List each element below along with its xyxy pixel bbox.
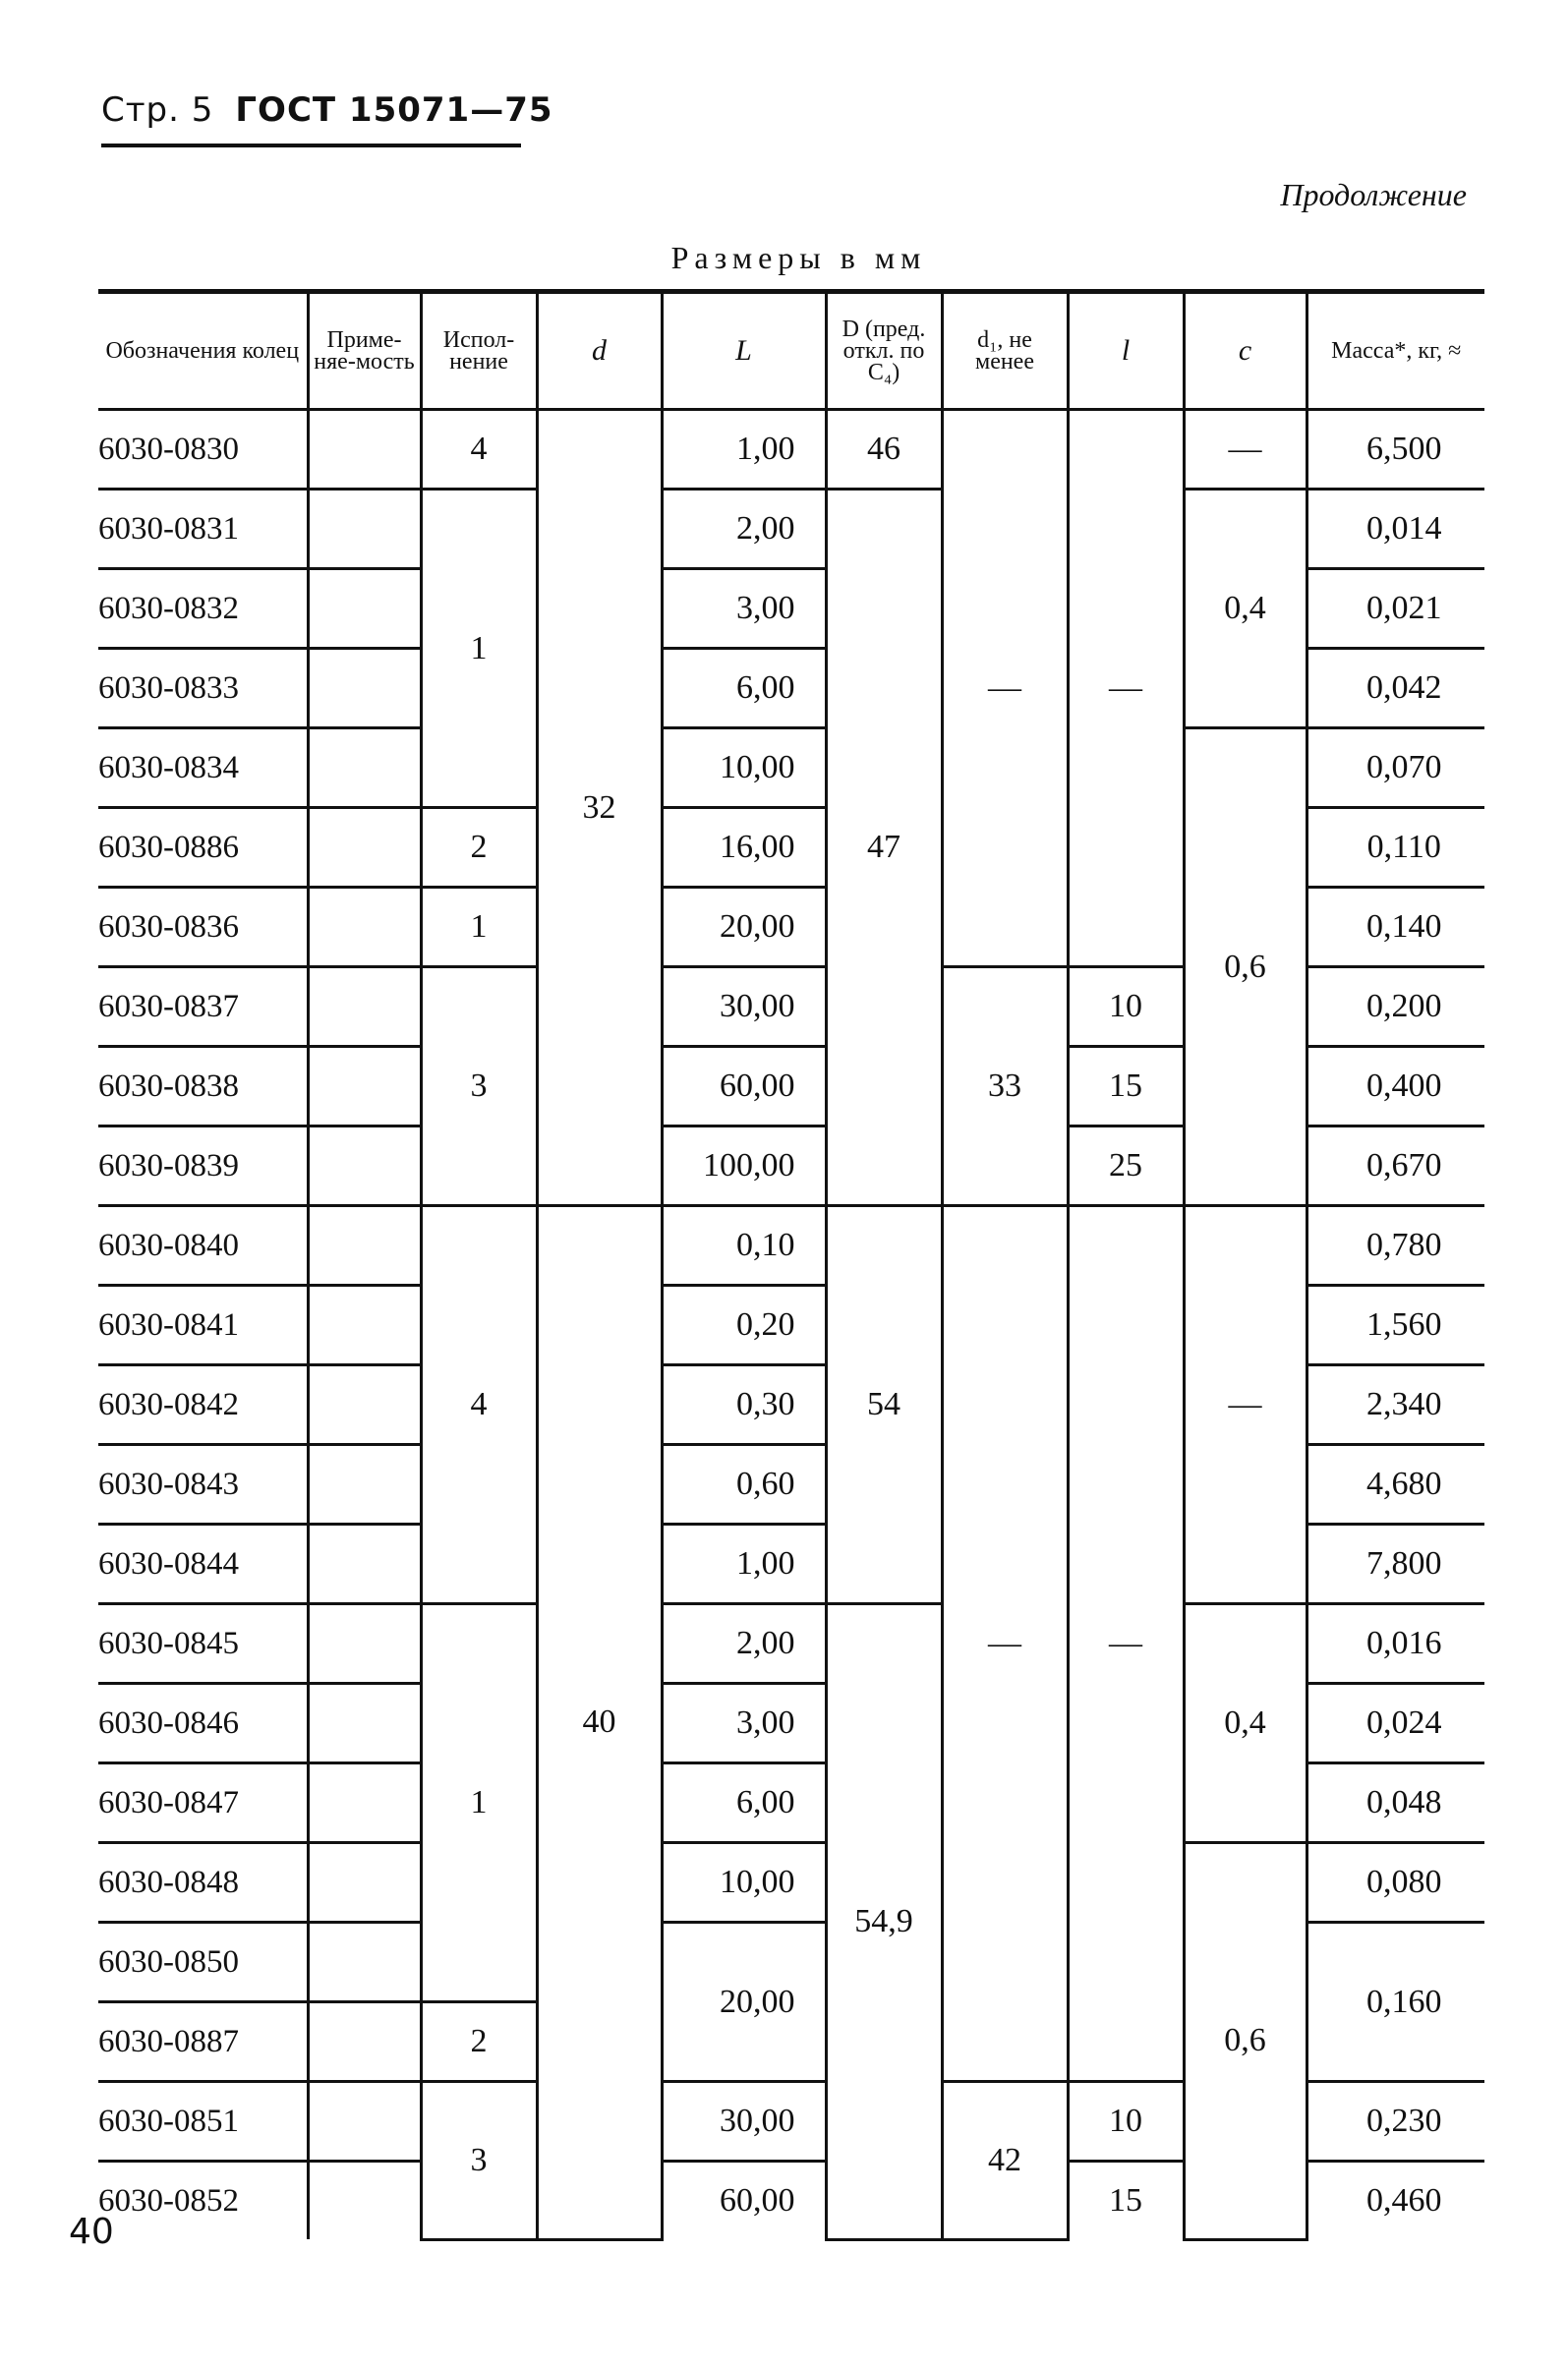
L-cell: 20,00 bbox=[662, 888, 826, 967]
table-row bbox=[98, 1206, 1484, 1286]
code-cell: 6030-0886 bbox=[98, 808, 308, 888]
version-cell: 4 bbox=[421, 410, 537, 490]
c-cell: — bbox=[1184, 410, 1307, 490]
code-cell: 6030-0846 bbox=[98, 1684, 308, 1763]
col-designation: Обозначения колец bbox=[98, 292, 308, 410]
applicability-cell bbox=[308, 967, 421, 1047]
L-cell: 10,00 bbox=[662, 728, 826, 808]
L-cell: 20,00 bbox=[662, 1923, 826, 2082]
version-cell: 4 bbox=[421, 1206, 537, 1604]
c-cell: 0,6 bbox=[1184, 1843, 1307, 2240]
applicability-cell bbox=[308, 1286, 421, 1365]
d-cell: 32 bbox=[537, 410, 662, 1206]
code-cell: 6030-0832 bbox=[98, 569, 308, 649]
code-cell: 6030-0838 bbox=[98, 1047, 308, 1126]
L-cell: 6,00 bbox=[662, 649, 826, 728]
c-cell: 0,6 bbox=[1184, 728, 1307, 1206]
applicability-cell bbox=[308, 1126, 421, 1206]
col-l: l bbox=[1068, 292, 1184, 410]
version-cell: 1 bbox=[421, 888, 537, 967]
table-row bbox=[98, 1604, 1484, 1684]
D-cell: 54 bbox=[826, 1206, 942, 1604]
L-cell: 0,60 bbox=[662, 1445, 826, 1525]
L-cell: 0,10 bbox=[662, 1206, 826, 1286]
code-cell: 6030-0848 bbox=[98, 1843, 308, 1923]
c-cell: 0,4 bbox=[1184, 1604, 1307, 1843]
d1-cell: — bbox=[942, 410, 1068, 967]
code-cell: 6030-0887 bbox=[98, 2002, 308, 2082]
mass-cell: 0,048 bbox=[1307, 1763, 1484, 1843]
l-cell: 15 bbox=[1068, 2162, 1184, 2240]
col-D: D (пред. откл. по C₄) bbox=[826, 292, 942, 410]
applicability-cell bbox=[308, 569, 421, 649]
mass-cell: 0,016 bbox=[1307, 1604, 1484, 1684]
version-cell: 3 bbox=[421, 2082, 537, 2240]
code-cell: 6030-0843 bbox=[98, 1445, 308, 1525]
col-mass: Масса*, кг, ≈ bbox=[1307, 292, 1484, 410]
col-c: c bbox=[1184, 292, 1307, 410]
L-cell: 0,20 bbox=[662, 1286, 826, 1365]
applicability-cell bbox=[308, 888, 421, 967]
applicability-cell bbox=[308, 490, 421, 569]
applicability-cell bbox=[308, 1604, 421, 1684]
rings-table bbox=[98, 289, 1484, 2241]
applicability-cell bbox=[308, 2162, 421, 2240]
mass-cell: 0,200 bbox=[1307, 967, 1484, 1047]
D-cell: 46 bbox=[826, 410, 942, 490]
applicability-cell bbox=[308, 2002, 421, 2082]
L-cell: 60,00 bbox=[662, 2162, 826, 2240]
mass-cell: 0,670 bbox=[1307, 1126, 1484, 1206]
table-row bbox=[98, 728, 1484, 808]
version-cell: 2 bbox=[421, 2002, 537, 2082]
table-row bbox=[98, 1843, 1484, 1923]
L-cell: 30,00 bbox=[662, 967, 826, 1047]
l-cell: 15 bbox=[1068, 1047, 1184, 1126]
L-cell: 60,00 bbox=[662, 1047, 826, 1126]
col-d: d bbox=[537, 292, 662, 410]
D-cell: 54,9 bbox=[826, 1604, 942, 2240]
code-cell: 6030-0847 bbox=[98, 1763, 308, 1843]
applicability-cell bbox=[308, 728, 421, 808]
col-d1: d₁, не менее bbox=[942, 292, 1068, 410]
code-cell: 6030-0836 bbox=[98, 888, 308, 967]
version-cell: 1 bbox=[421, 490, 537, 808]
code-cell: 6030-0845 bbox=[98, 1604, 308, 1684]
L-cell: 3,00 bbox=[662, 1684, 826, 1763]
applicability-cell bbox=[308, 1365, 421, 1445]
L-cell: 100,00 bbox=[662, 1126, 826, 1206]
code-cell: 6030-0839 bbox=[98, 1126, 308, 1206]
col-version: Испол-нение bbox=[421, 292, 537, 410]
code-cell: 6030-0851 bbox=[98, 2082, 308, 2162]
continuation-label: Продолжение bbox=[1280, 177, 1467, 212]
mass-cell: 0,400 bbox=[1307, 1047, 1484, 1126]
L-cell: 2,00 bbox=[662, 1604, 826, 1684]
mass-cell: 2,340 bbox=[1307, 1365, 1484, 1445]
header-underline bbox=[101, 144, 521, 147]
d1-cell: — bbox=[942, 1206, 1068, 2082]
mass-cell: 0,230 bbox=[1307, 2082, 1484, 2162]
code-cell: 6030-0840 bbox=[98, 1206, 308, 1286]
d-cell: 40 bbox=[537, 1206, 662, 2240]
mass-cell: 0,014 bbox=[1307, 490, 1484, 569]
code-cell: 6030-0844 bbox=[98, 1525, 308, 1604]
L-cell: 0,30 bbox=[662, 1365, 826, 1445]
code-cell: 6030-0852 bbox=[98, 2182, 239, 2219]
l-cell: 10 bbox=[1068, 967, 1184, 1047]
applicability-cell bbox=[308, 1047, 421, 1126]
mass-cell: 0,080 bbox=[1307, 1843, 1484, 1923]
code-cell: 6030-0837 bbox=[98, 967, 308, 1047]
l-cell: 25 bbox=[1068, 1126, 1184, 1206]
mass-cell: 4,680 bbox=[1307, 1445, 1484, 1525]
version-cell: 3 bbox=[421, 967, 537, 1206]
code-cell: 6030-0830 bbox=[98, 410, 308, 490]
version-cell: 1 bbox=[421, 1604, 537, 2002]
applicability-cell bbox=[308, 1923, 421, 2002]
code-cell: 6030-0850 bbox=[98, 1923, 308, 2002]
l-cell: — bbox=[1068, 1206, 1184, 2082]
col-L: L bbox=[662, 292, 826, 410]
mass-cell: 0,042 bbox=[1307, 649, 1484, 728]
L-cell: 30,00 bbox=[662, 2082, 826, 2162]
applicability-cell bbox=[308, 410, 421, 490]
code-cell: 6030-0833 bbox=[98, 649, 308, 728]
applicability-cell bbox=[308, 649, 421, 728]
standard-code: ГОСТ 15071—75 bbox=[235, 90, 553, 130]
mass-cell: 6,500 bbox=[1307, 410, 1484, 490]
version-cell: 2 bbox=[421, 808, 537, 888]
applicability-cell bbox=[308, 2082, 421, 2162]
mass-cell: 1,560 bbox=[1307, 1286, 1484, 1365]
d1-cell: 33 bbox=[942, 967, 1068, 1206]
c-cell: 0,4 bbox=[1184, 490, 1307, 728]
applicability-cell bbox=[308, 1445, 421, 1525]
mass-cell: 0,460 bbox=[1307, 2162, 1484, 2240]
mass-cell: 0,780 bbox=[1307, 1206, 1484, 1286]
mass-cell: 0,021 bbox=[1307, 569, 1484, 649]
L-cell: 1,00 bbox=[662, 1525, 826, 1604]
table-header-row bbox=[98, 292, 1484, 410]
code-cell: 6030-0831 bbox=[98, 490, 308, 569]
col-applicability: Приме-няе-мость bbox=[308, 292, 421, 410]
mass-cell: 7,800 bbox=[1307, 1525, 1484, 1604]
applicability-cell bbox=[308, 1763, 421, 1843]
L-cell: 3,00 bbox=[662, 569, 826, 649]
code-cell: 6030-0842 bbox=[98, 1365, 308, 1445]
l-cell: 10 bbox=[1068, 2082, 1184, 2162]
c-cell: — bbox=[1184, 1206, 1307, 1604]
mass-cell: 0,110 bbox=[1307, 808, 1484, 888]
units-caption: Размеры в мм bbox=[670, 240, 927, 275]
mass-cell: 0,140 bbox=[1307, 888, 1484, 967]
applicability-cell bbox=[308, 808, 421, 888]
page-header bbox=[101, 90, 553, 130]
mass-cell: 0,024 bbox=[1307, 1684, 1484, 1763]
l-cell: — bbox=[1068, 410, 1184, 967]
table-row bbox=[98, 410, 1484, 490]
table-row bbox=[98, 490, 1484, 569]
d1-cell: 42 bbox=[942, 2082, 1068, 2240]
mass-cell: 0,160 bbox=[1307, 1923, 1484, 2082]
L-cell: 1,00 bbox=[662, 410, 826, 490]
page-label: Стр. 5 bbox=[101, 90, 214, 130]
applicability-cell bbox=[308, 1525, 421, 1604]
applicability-cell bbox=[308, 1843, 421, 1923]
L-cell: 10,00 bbox=[662, 1843, 826, 1923]
page-number: 40 bbox=[69, 2212, 114, 2252]
applicability-cell bbox=[308, 1684, 421, 1763]
L-cell: 6,00 bbox=[662, 1763, 826, 1843]
applicability-cell bbox=[308, 1206, 421, 1286]
mass-cell: 0,070 bbox=[1307, 728, 1484, 808]
D-cell: 47 bbox=[826, 490, 942, 1206]
code-cell: 6030-0841 bbox=[98, 1286, 308, 1365]
L-cell: 16,00 bbox=[662, 808, 826, 888]
code-cell: 6030-0834 bbox=[98, 728, 308, 808]
L-cell: 2,00 bbox=[662, 490, 826, 569]
